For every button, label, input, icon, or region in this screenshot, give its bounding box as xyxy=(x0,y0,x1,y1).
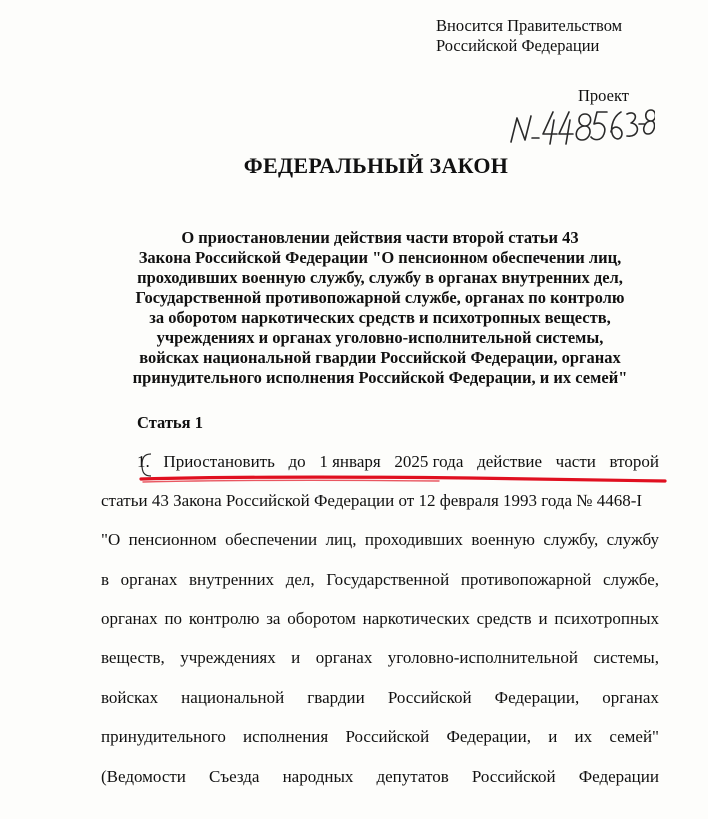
submitted-by-note xyxy=(436,16,622,56)
body-word: органах xyxy=(602,688,659,707)
body-word: принудительного xyxy=(101,727,226,746)
subtitle-line: принудительного исполнения Российской Федерации, и их семей" xyxy=(132,368,628,387)
red-highlight-underline xyxy=(139,471,667,491)
body-line-7 xyxy=(101,688,659,708)
body-line-5 xyxy=(101,609,659,629)
body-word: наркотических xyxy=(362,609,470,628)
subtitle-line: О приостановлении действия части второй статьи 43 xyxy=(181,228,579,247)
body-word: военную xyxy=(471,530,535,549)
body-word: системы, xyxy=(593,648,659,667)
law-title: ФЕДЕРАЛЬНЫЙ ЗАКОН xyxy=(243,153,509,178)
body-word: учреждениях xyxy=(180,648,276,667)
body-line-8 xyxy=(101,727,659,747)
body-word: Съезда xyxy=(208,767,260,786)
body-word: психотропных xyxy=(554,609,659,628)
body-word: (Ведомости xyxy=(101,767,186,786)
body-line-3 xyxy=(101,530,659,550)
body-word: их xyxy=(574,727,593,746)
body-word: веществ, xyxy=(101,648,165,667)
body-word: обеспечении xyxy=(225,530,318,549)
body-word: органах xyxy=(101,609,158,628)
body-word: до xyxy=(288,452,306,471)
body-word: проходивших xyxy=(364,530,463,549)
body-word: уголовно-исполнительной xyxy=(387,648,578,667)
submitted-by-line-1: Вносится Правительством xyxy=(436,16,623,35)
body-word: и xyxy=(538,609,548,628)
body-word: службу xyxy=(606,530,659,549)
subtitle-line: проходивших военную службу, службу в органах внутренних дел, xyxy=(137,268,623,287)
article-heading: Статья 1 xyxy=(137,413,203,432)
body-word: и xyxy=(291,648,301,667)
body-line-2: статьи 43 Закона Российской Федерации от 12 февраля 1993 года № 4468-I xyxy=(101,491,643,510)
body-word: органах xyxy=(120,570,178,589)
body-word: за xyxy=(266,609,281,628)
body-word: лиц, xyxy=(325,530,357,549)
body-word: службе, xyxy=(602,570,659,589)
body-word: оборотом xyxy=(287,609,356,628)
body-line-4 xyxy=(101,570,659,590)
body-word: второй xyxy=(609,452,659,471)
body-word: в xyxy=(101,570,110,589)
body-word: Федерации, xyxy=(446,727,531,746)
body-word: Государственной xyxy=(326,570,450,589)
body-word: внутренних xyxy=(188,570,275,589)
body-word: национальной xyxy=(181,688,285,707)
body-word: по xyxy=(164,609,183,628)
body-word: Российской xyxy=(471,767,556,786)
body-word: дел, xyxy=(285,570,315,589)
handwritten-registration-number xyxy=(505,104,655,154)
subtitle-line: за оборотом наркотических средств и психотропных веществ, xyxy=(149,308,611,327)
subtitle-line: учреждениях и органах уголовно-исполнительной системы, xyxy=(156,328,604,347)
body-word: исполнения xyxy=(243,727,329,746)
body-word: органах xyxy=(315,648,373,667)
body-word: войсках xyxy=(101,688,159,707)
body-word: действие xyxy=(477,452,542,471)
body-word: "О xyxy=(101,530,121,549)
body-line-1 xyxy=(137,452,659,472)
body-line-6 xyxy=(101,648,659,668)
subtitle-line: Государственной противопожарной службе, органах по контролю xyxy=(135,288,625,307)
body-word: службу, xyxy=(543,530,599,549)
body-word: противопожарной xyxy=(460,570,592,589)
body-word: гвардии xyxy=(307,688,365,707)
body-word: 2025 года xyxy=(394,452,464,471)
body-word: семей" xyxy=(609,727,659,746)
submitted-by-line-2: Российской Федерации xyxy=(436,36,600,55)
body-word: Федерации xyxy=(578,767,659,786)
body-word: народных xyxy=(282,767,354,786)
body-word: части xyxy=(555,452,596,471)
law-subtitle xyxy=(100,228,660,388)
body-word: пенсионном xyxy=(128,530,217,549)
body-word: 1. xyxy=(137,452,150,471)
body-word: Российской xyxy=(345,727,430,746)
body-word: Федерации, xyxy=(494,688,580,707)
subtitle-line: войсках национальной гвардии Российской Федерации, органах xyxy=(139,348,621,367)
body-word: Приостановить xyxy=(163,452,275,471)
subtitle-line: Закона Российской Федерации "О пенсионном обеспечении лиц, xyxy=(138,248,622,267)
project-label: Проект xyxy=(578,86,629,105)
body-word: и xyxy=(548,727,558,746)
body-line-9 xyxy=(101,767,659,787)
body-word: средств xyxy=(476,609,532,628)
body-word: 1 января xyxy=(319,452,381,471)
body-word: контролю xyxy=(188,609,260,628)
body-word: депутатов xyxy=(376,767,449,786)
body-word: Российской xyxy=(387,688,472,707)
